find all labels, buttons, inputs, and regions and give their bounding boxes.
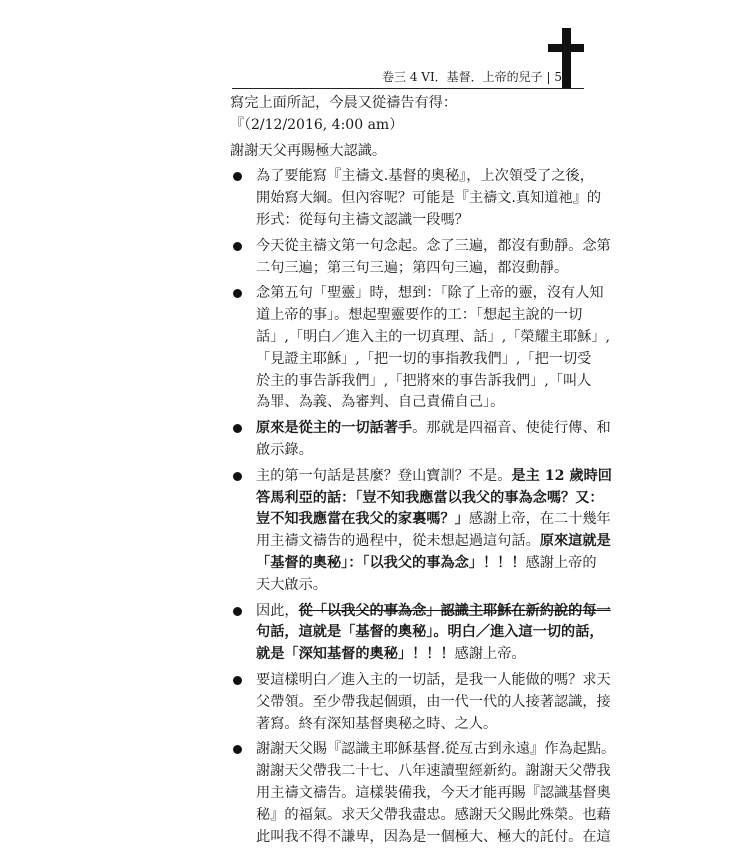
list-item <box>230 601 590 666</box>
text-line: 形式：從每句主禱文認識一段嗎？ <box>256 210 590 232</box>
text-line <box>256 531 590 553</box>
bold-text: 原來是從主的一切話著手 <box>256 420 412 436</box>
bullet-icon <box>233 424 242 433</box>
plain-text: 因此， <box>256 603 299 619</box>
list-item <box>230 670 590 735</box>
bullet-list <box>230 166 590 848</box>
bullet-icon <box>233 172 242 181</box>
text-line: 開始寫大綱。但內容呢？可能是『主禱文.真知道祂』的 <box>256 188 590 210</box>
text-line: 謝謝天父帶我二十七、八年速讀聖經新約。謝謝天父帶我 <box>256 761 590 783</box>
list-item <box>230 739 590 848</box>
plain-text: 主的第一句話是甚麼？登山寶訓？不是。 <box>256 468 511 484</box>
plain-text: 感謝上帝。 <box>455 646 526 662</box>
page-body <box>230 93 590 848</box>
header-separator: | <box>543 70 555 84</box>
bold-text: 「基督的奧秘」：「以我父的事為念」！！！ <box>256 555 526 571</box>
bullet-icon <box>233 472 242 481</box>
text-line: 為了要能寫『主禱文.基督的奧秘』，上次領受了之後， <box>256 166 590 188</box>
text-line <box>256 644 590 666</box>
text-line: 天大啟示。 <box>256 575 590 597</box>
text-line <box>256 418 590 440</box>
bullet-icon <box>233 745 242 754</box>
cross-icon <box>548 28 584 88</box>
text-line: 於主的事告訴我們」,「把將來的事告訴我們」,「叫人 <box>256 371 590 393</box>
bold-text: 豈不知我應當在我父的家裏嗎？」 <box>256 511 469 527</box>
bold-text: 從「以我父的事為念」認識主耶穌在新約說的每一 <box>299 603 611 619</box>
text-line: 著寫。終有深知基督奧秘之時、之人。 <box>256 714 590 736</box>
list-item <box>230 418 590 462</box>
text-line: 秘』的福氣。求天父帶我盡忠。感謝天父賜此殊榮。也藉 <box>256 805 590 827</box>
text-line: 用主禱文禱告。這樣裝備我，今天才能再賜『認識基督奧 <box>256 783 590 805</box>
text-line <box>256 601 590 623</box>
page-number: 5 <box>554 70 562 84</box>
bullet-icon <box>233 289 242 298</box>
text-line: 為罪、為義、為審判、自己責備自己」。 <box>256 392 590 414</box>
intro-line: 寫完上面所記，今晨又從禱告有得： <box>230 93 590 115</box>
bullet-icon <box>233 242 242 251</box>
list-item <box>230 283 590 414</box>
text-line: 句話，這就是「基督的奧秘」。明白／進入這一切的話， <box>256 622 590 644</box>
text-line <box>256 553 590 575</box>
text-line: 話」,「明白／進入主的一切真理、話」,「榮耀主耶穌」, <box>256 327 590 349</box>
list-item <box>230 466 590 597</box>
text-line: 道上帝的事」。想起聖靈要作的工：「想起主說的一切 <box>256 305 590 327</box>
text-line <box>256 509 590 531</box>
plain-text: 。那就是四福音、使徒行傳、和 <box>412 420 611 436</box>
running-title: 卷三 4 VI．基督．上帝的兒子 <box>382 70 543 84</box>
text-line: 「見證主耶穌」,「把一切的事指教我們」,「把一切受 <box>256 349 590 371</box>
running-header <box>232 66 562 88</box>
text-line: 此叫我不得不謙卑，因為是一個極大、極大的託付。在這 <box>256 827 590 848</box>
list-item <box>230 236 590 280</box>
plain-text: 感謝上帝的 <box>526 555 597 571</box>
header-rule <box>232 88 584 89</box>
plain-text: 用主禱文禱告的過程中，從未想起過這句話。 <box>256 533 540 549</box>
text-line: 今天從主禱文第一句念起。念了三遍，都沒有動靜。念第 <box>256 236 590 258</box>
bullet-icon <box>233 607 242 616</box>
bold-text: 原來這就是 <box>540 533 611 549</box>
text-line: 念第五句「聖靈」時，想到：「除了上帝的靈，沒有人知 <box>256 283 590 305</box>
thanks-line: 謝謝天父再賜極大認識。 <box>230 141 590 163</box>
list-item <box>230 166 590 231</box>
bold-text: 就是「深知基督的奧秘」！！！ <box>256 646 455 662</box>
text-line <box>256 466 590 488</box>
text-line: 啟示錄。 <box>256 440 590 462</box>
text-line: 答馬利亞的話：「豈不知我應當以我父的事為念嗎？又： <box>256 488 590 510</box>
bullet-icon <box>233 676 242 685</box>
text-line: 二句三遍；第三句三遍；第四句三遍，都沒動靜。 <box>256 258 590 280</box>
text-line: 謝謝天父賜『認識主耶穌基督.從亙古到永遠』作為起點。 <box>256 739 590 761</box>
plain-text: 感謝上帝，在二十幾年 <box>469 511 611 527</box>
text-line: 要這樣明白／進入主的一切話，是我一人能做的嗎？求天 <box>256 670 590 692</box>
date-line: 『（2/12/2016, 4:00 am） <box>230 115 590 137</box>
text-line: 父帶領。至少帶我起個頭，由一代一代的人接著認識，接 <box>256 692 590 714</box>
bold-text: 是主 12 歲時回 <box>511 468 612 484</box>
